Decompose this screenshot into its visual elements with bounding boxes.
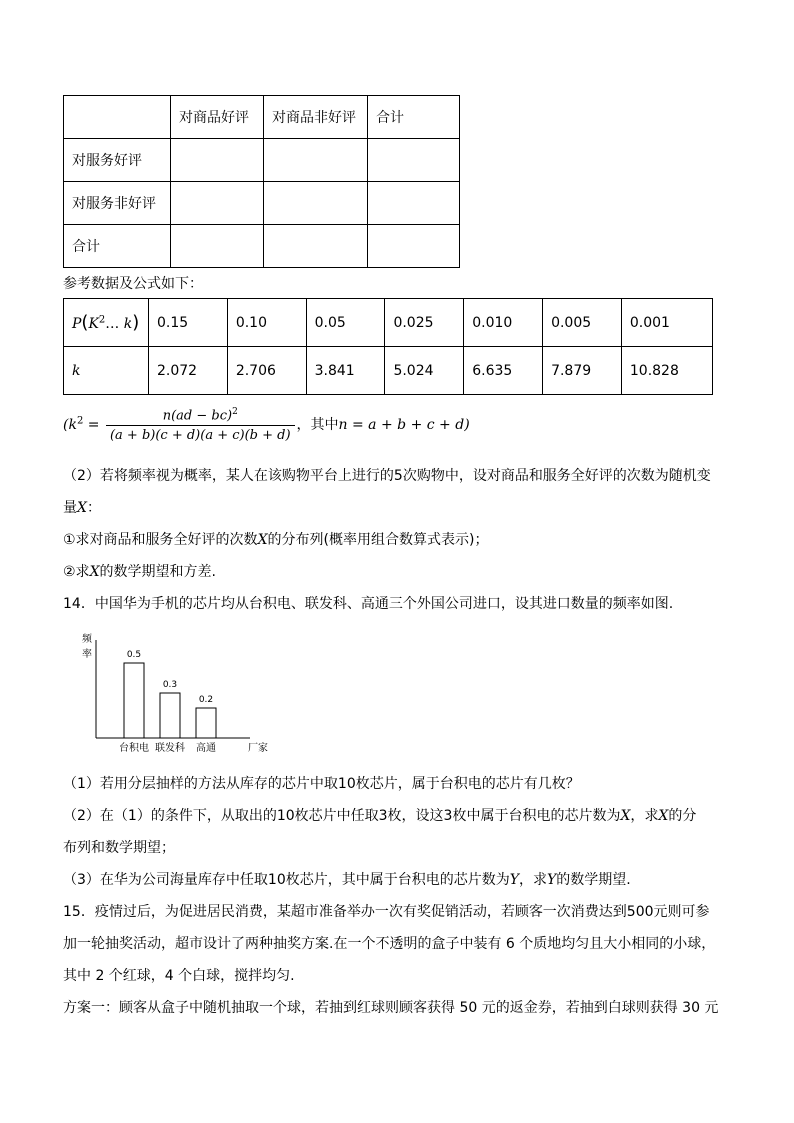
critical-value-table — [63, 298, 713, 395]
bar-data-label: 0.3 — [162, 680, 178, 690]
x-tick-label: 高通 — [196, 743, 216, 754]
table-row — [64, 299, 713, 347]
question-14-part-1: （1）若用分层抽样的方法从库存的芯片中取10枚芯片，属于台积电的芯片有几枚？ — [63, 776, 580, 792]
bar-2 — [160, 693, 180, 738]
x-axis-label: 厂家 — [248, 743, 268, 754]
question-15-text: 方案一：顾客从盒子中随机抽取一个球，若抽到红球则顾客获得 50 元的返金券，若抽到白球则获得 30 元 — [63, 1000, 719, 1016]
question-2-text: 量X： — [63, 500, 101, 516]
table-cell — [171, 139, 264, 182]
table-cell — [171, 225, 264, 268]
k-value-cell: 6.635 — [464, 347, 543, 395]
table-row — [64, 182, 460, 225]
question-14-part-3: （3）在华为公司海量库存中任取10枚芯片，其中属于台积电的芯片数为Y，求Y的数学期望. — [63, 872, 631, 888]
bar-data-label: 0.2 — [198, 695, 214, 705]
p-value-cell: 0.010 — [464, 299, 543, 347]
x-tick-label: 台积电 — [119, 743, 149, 754]
table-cell — [264, 139, 368, 182]
table-cell — [64, 96, 171, 139]
k-value-cell: 2.706 — [227, 347, 306, 395]
table-header-cell: 对商品非好评 — [264, 96, 368, 139]
p-value-cell: 0.15 — [149, 299, 228, 347]
question-14-intro: 14．中国华为手机的芯片均从台积电、联发科、高通三个外国公司进口，设其进口数量的频率如图. — [63, 596, 674, 612]
k-value-cell: 3.841 — [306, 347, 385, 395]
question-15-text: 加一轮抽奖活动，超市设计了两种抽奖方案.在一个不透明的盒子中装有 6 个质地均匀且大小相同的小球， — [63, 936, 716, 952]
k-value-cell: 10.828 — [621, 347, 712, 395]
row-label: k — [64, 347, 149, 395]
p-value-cell: 0.001 — [621, 299, 712, 347]
table-cell — [171, 182, 264, 225]
contingency-table — [63, 95, 460, 268]
table-row — [64, 347, 713, 395]
formula-fraction: $\frac{n(ad - bc)^2}{(a + b)(c + d)(a + c)(b + d)}$ — [106, 407, 295, 443]
table-header-cell: 合计 — [368, 96, 460, 139]
question-2-sub-1: ①求对商品和服务全好评的次数X的分布列(概率用组合数算式表示)； — [63, 532, 489, 548]
k-value-cell: 2.072 — [149, 347, 228, 395]
table-cell — [368, 139, 460, 182]
table-header-row — [64, 96, 460, 139]
chi-square-formula: ($k^2$ = $\frac{n(ad - bc)^2}{(a + b)(c + d)(a + c)(b + d)}$ ，其中n = a + b + c + d) — [63, 407, 470, 444]
table-header-cell: 对商品好评 — [171, 96, 264, 139]
table-cell — [264, 225, 368, 268]
p-value-cell: 0.025 — [385, 299, 464, 347]
bar-data-label: 0.5 — [126, 650, 142, 660]
frequency-bar-chart — [60, 630, 290, 758]
question-15-text: 其中 2 个红球，4 个白球，搅拌均匀. — [63, 968, 295, 984]
y-axis-label: 频 — [82, 634, 92, 645]
question-2-sub-2: ②求X的数学期望和方差. — [63, 564, 216, 580]
table-cell — [264, 182, 368, 225]
question-14-part-2: 布列和数学期望； — [63, 840, 175, 856]
p-value-cell: 0.05 — [306, 299, 385, 347]
x-tick-label: 联发科 — [155, 743, 185, 754]
question-14-part-2: （2）在（1）的条件下，从取出的10枚芯片中任取3枚，设这3枚中属于台积电的芯片数为X，求X的分 — [63, 808, 697, 824]
table-cell — [368, 182, 460, 225]
question-2-text: （2）若将频率视为概率，某人在该购物平台上进行的5次购物中，设对商品和服务全好评的次数为随机变 — [63, 468, 711, 484]
row-label: 对服务非好评 — [64, 182, 171, 225]
table-row — [64, 225, 460, 268]
y-axis-label: 率 — [82, 649, 92, 660]
p-value-cell: 0.10 — [227, 299, 306, 347]
k-value-cell: 5.024 — [385, 347, 464, 395]
question-15-text: 15．疫情过后，为促进居民消费，某超市准备举办一次有奖促销活动，若顾客一次消费达到500元则可参 — [63, 904, 710, 920]
bar-1 — [124, 663, 144, 738]
p-value-cell: 0.005 — [543, 299, 622, 347]
row-label: 对服务好评 — [64, 139, 171, 182]
bar-3 — [196, 708, 216, 738]
table-cell — [368, 225, 460, 268]
k-value-cell: 7.879 — [543, 347, 622, 395]
row-label: 合计 — [64, 225, 171, 268]
reference-title: 参考数据及公式如下： — [63, 276, 203, 292]
table-row — [64, 139, 460, 182]
row-label: $P(K^2\dots$ k) — [64, 299, 149, 347]
